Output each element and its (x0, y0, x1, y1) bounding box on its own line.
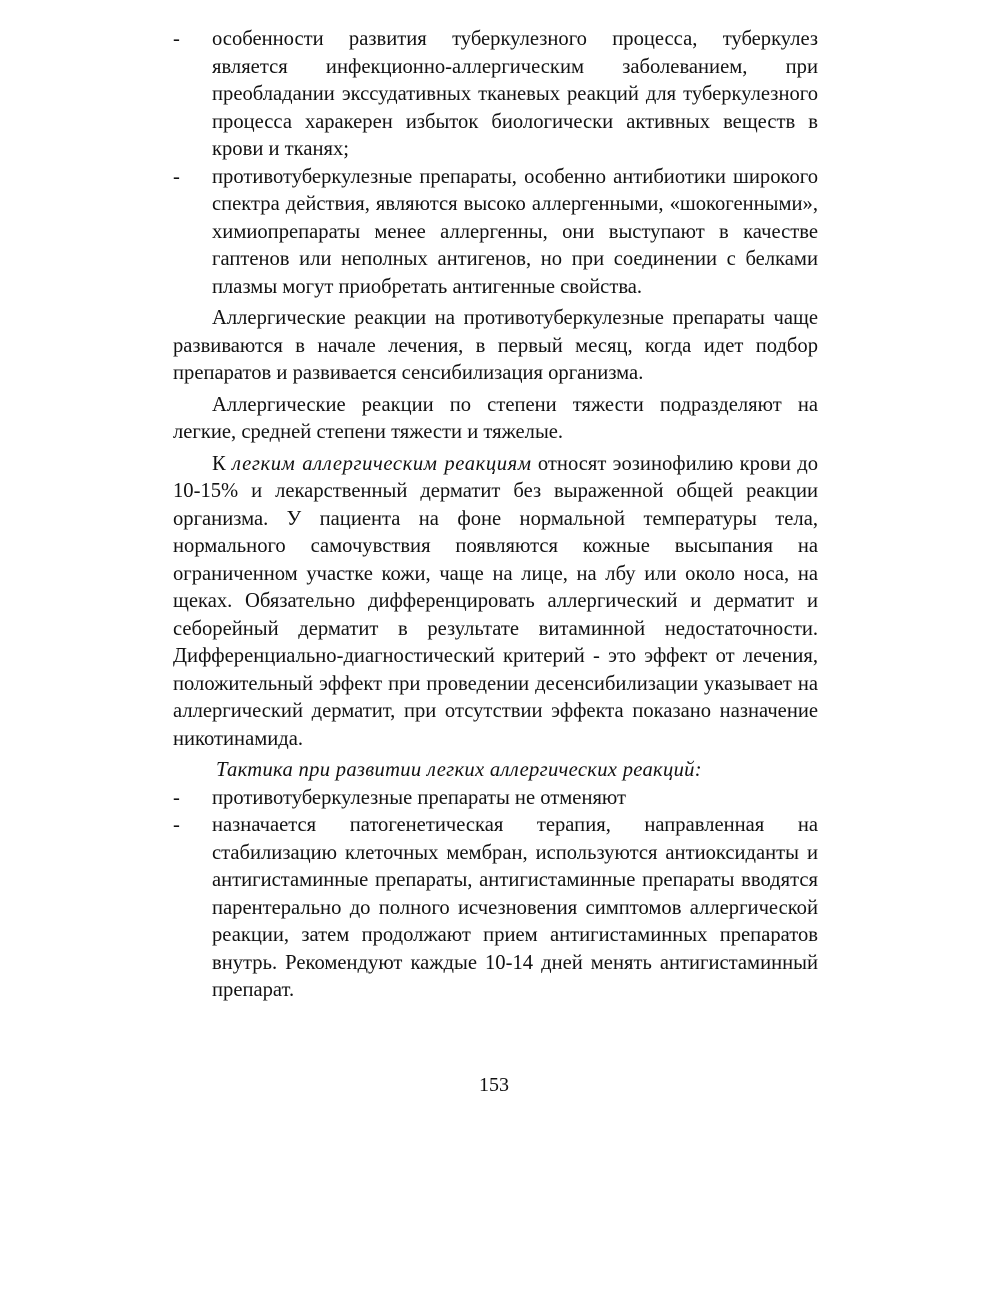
list-item-text: противотуберкулезные препараты, особенно антибиотики широкого спектра действия, являются высоко аллергенными, «шокогенными», химиопрепараты менее аллергенны, они выступают в качестве гаптенов или неполных антигенов, но при соединении с белками плазмы могут приобретать антигенные свойства. (212, 165, 818, 298)
page-body (173, 26, 818, 1005)
list-item (173, 26, 818, 164)
list-item-text: противотуберкулезные препараты не отменяют (212, 786, 627, 809)
list-item-text: назначается патогенетическая терапия, направленная на стабилизацию клеточных мембран, используются антиоксиданты и антигистаминные препараты, антигистаминные препараты вводятся парентерально до полного исчезновения симптомов аллергической реакции, затем продолжают прием антигистаминных препаратов внутрь. Рекомендуют каждые 10-14 дней менять антигистаминный препарат. (212, 814, 818, 1001)
paragraph: Аллергические реакции на противотуберкулезные препараты чаще развиваются в начале лечения, в первый месяц, когда идет подбор препаратов и развивается сенсибилизация организма. (173, 307, 818, 384)
list-item (173, 785, 818, 813)
tactics-heading: Тактика при развитии легких аллергических реакций: (216, 759, 702, 781)
page-number: 153 (479, 1074, 509, 1096)
bullet-dash: - (173, 28, 180, 50)
list-item (173, 164, 818, 302)
bullet-dash: - (173, 165, 180, 188)
paragraph: Аллергические реакции по степени тяжести подразделяют на легкие, средней степени тяжести и тяжелые. (173, 393, 818, 443)
bullet-dash: - (173, 814, 180, 836)
paragraph-prefix: К (212, 452, 233, 475)
bullet-dash: - (173, 786, 180, 809)
paragraph-text: относят эозинофилию крови до 10-15% и лекарственный дерматит без выраженной общей реакции организма. У пациента на фоне нормальной температуры тела, нормального самочувствия появляются кожные высыпания на ограниченном участке кожи, чаще на лице, на лбу или около носа, на щеках. Обязательно дифференцировать аллергический и дерматит и себорейный дерматит в результате витаминной недостаточности. Дифференциально-диагностический критерий - это эффект от лечения, положительный эффект при проведении десенсибилизации указывает на аллергический дерматит, при отсутствии эффекта показано назначение никотинамида. (173, 452, 818, 750)
emphasized-term: легким аллергическим реакциям (232, 452, 532, 475)
list-item-text: особенности развития туберкулезного процесса, туберкулез является инфекционно-аллергическим заболеванием, при преобладании экссудативных тканевых реакций для туберкулезного процесса харакерен избыток биологически активных веществ в крови и тканях; (212, 28, 818, 160)
list-item (173, 812, 818, 1005)
paragraph-light-reactions (173, 451, 818, 754)
